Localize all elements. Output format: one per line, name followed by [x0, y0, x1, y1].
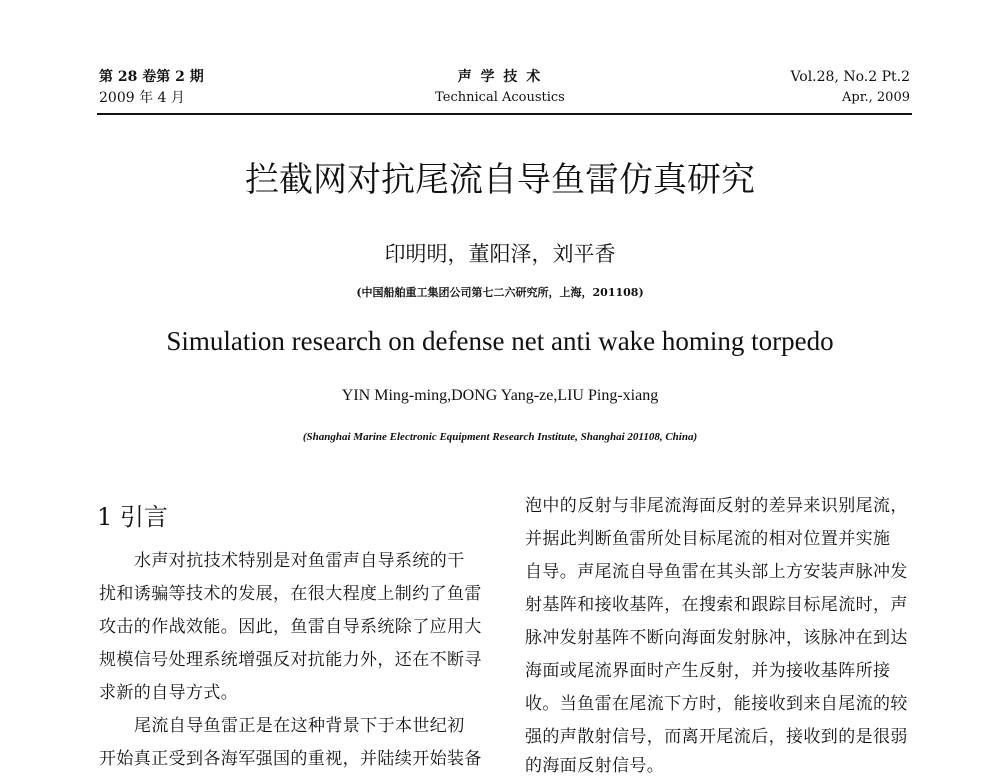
right-line-1: 泡中的反射与非尾流海面反射的差异来识别尾流，	[525, 496, 908, 516]
section-heading: 1 引言	[97, 503, 168, 531]
left-line-4: 规模信号处理系统增强反对抗能力外，还在不断寻	[99, 650, 482, 670]
left-line-7: 开始真正受到各海军强国的重视，并陆续开始装备	[99, 749, 482, 769]
publication-date-en: Apr., 2009	[842, 90, 910, 105]
left-line-1: 水声对抗技术特别是对鱼雷声自导系统的干	[134, 551, 465, 571]
right-line-5: 脉冲发射基阵不断向海面发射脉冲，该脉冲在到达	[525, 628, 908, 648]
volume-issue-en: Vol.28, No.2 Pt.2	[790, 69, 910, 85]
right-line-8: 强的声散射信号，而离开尾流后，接收到的是很弱	[525, 727, 908, 747]
affiliation-en: (Shanghai Marine Electronic Equipment Research Institute, Shanghai 201108, China)	[302, 431, 698, 443]
left-line-3: 攻击的作战效能。因此，鱼雷自导系统除了应用大	[99, 617, 482, 637]
header-rule	[97, 113, 912, 115]
left-line-2: 扰和诱骗等技术的发展，在很大程度上制约了鱼雷	[99, 584, 482, 604]
right-line-6: 海面或尾流界面时产生反射，并为接收基阵所接	[525, 661, 891, 681]
volume-issue: 第 28 卷第 2 期	[99, 69, 204, 85]
authors-cn: 印明明，董阳泽，刘平香	[384, 242, 616, 266]
right-line-9: 的海面反射信号。	[525, 756, 665, 776]
publication-date-cn: 2009 年 4 月	[99, 90, 185, 106]
journal-name-cn: 声 学 技 术	[457, 69, 543, 85]
right-line-3: 自导。声尾流自导鱼雷在其头部上方安装声脉冲发	[525, 562, 908, 582]
affiliation-cn: (中国船舶重工集团公司第七二六研究所，上海，201108)	[356, 286, 644, 299]
left-line-6: 尾流自导鱼雷正是在这种背景下于本世纪初	[134, 716, 465, 736]
right-line-4: 射基阵和接收基阵，在搜索和跟踪目标尾流时，声	[525, 595, 908, 615]
right-line-7: 收。当鱼雷在尾流下方时，能接收到来自尾流的较	[525, 694, 908, 714]
journal-name-en: Technical Acoustics	[435, 90, 565, 105]
left-line-5: 求新的自导方式。	[99, 683, 239, 703]
authors-en: YIN Ming-ming,DONG Yang-ze,LIU Ping-xiang	[341, 387, 659, 404]
right-line-2: 并据此判断鱼雷所处目标尾流的相对位置并实施	[525, 529, 891, 549]
paper-title-en: Simulation research on defense net anti wake homing torpedo	[166, 326, 834, 356]
paper-title-cn: 拦截网对抗尾流自导鱼雷仿真研究	[245, 160, 755, 200]
